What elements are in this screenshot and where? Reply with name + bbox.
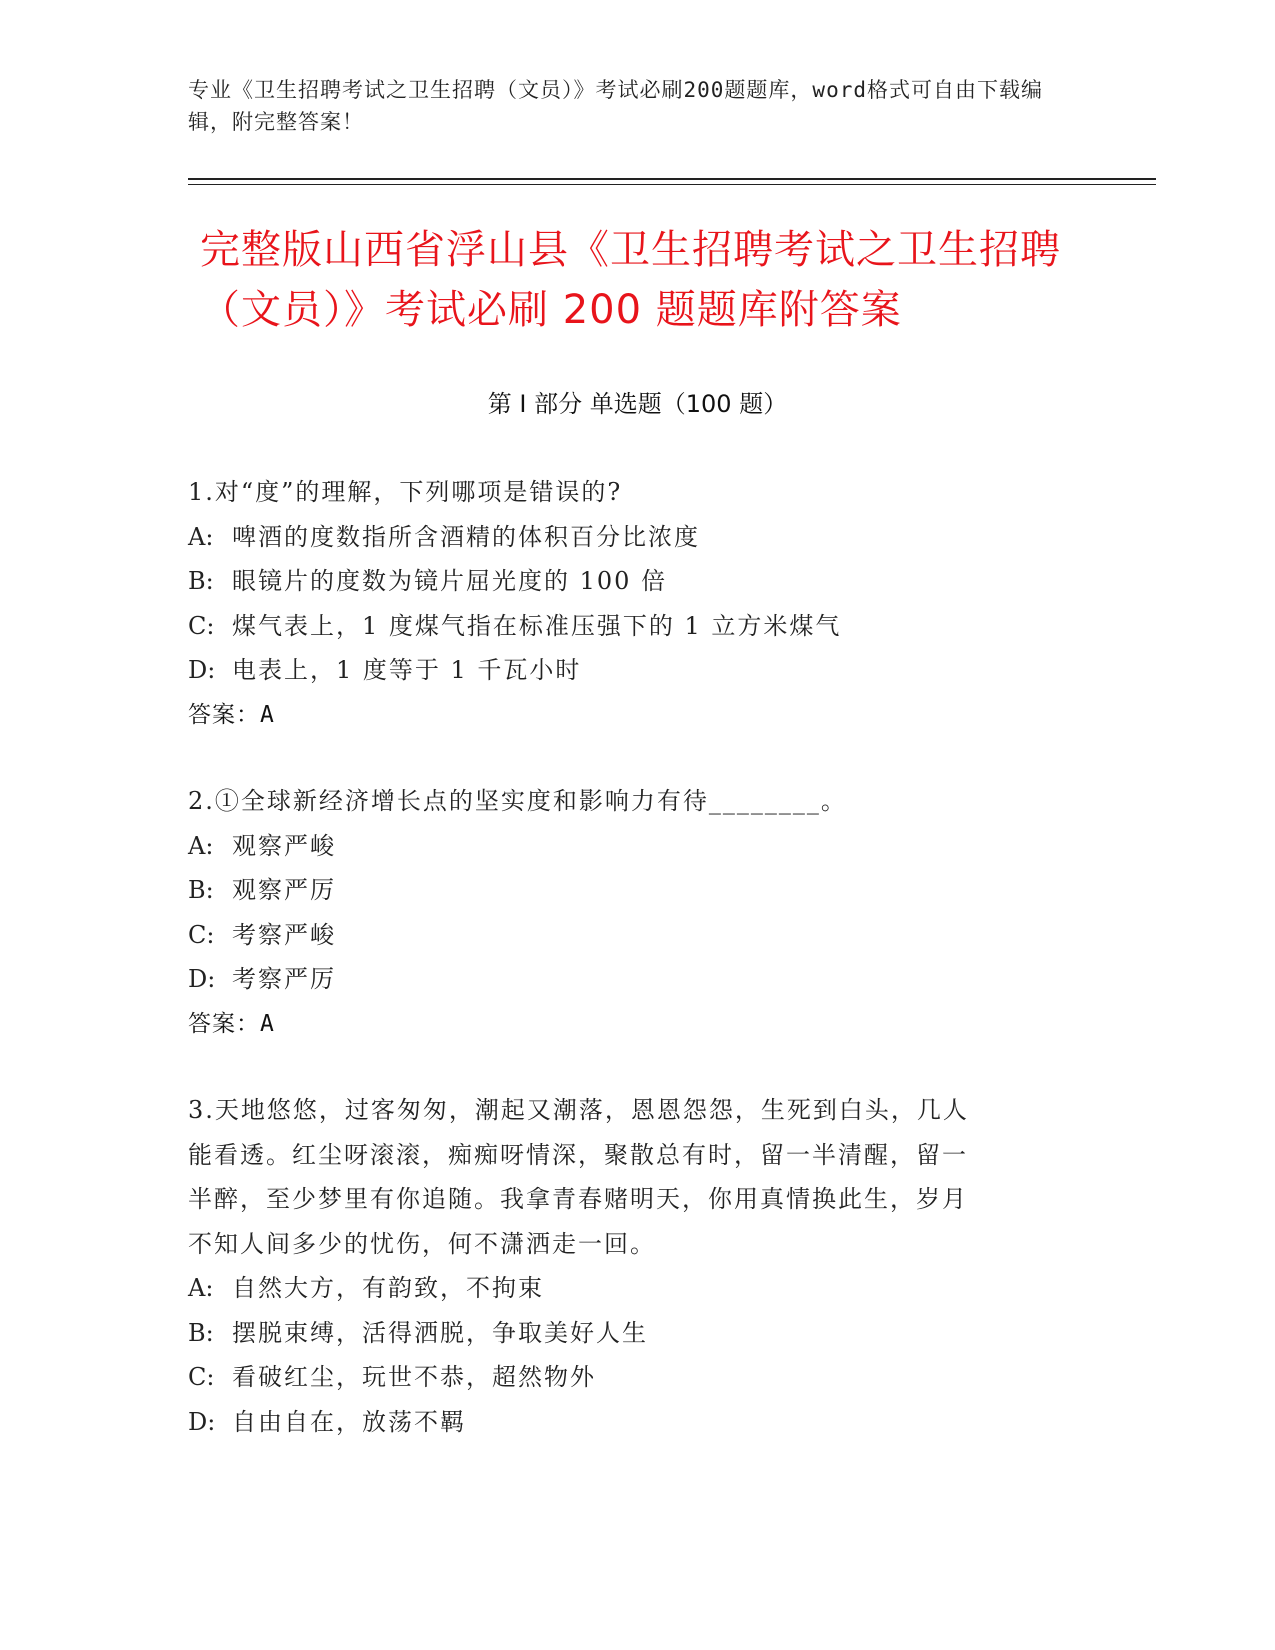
- question-stem: 1.对“度”的理解，下列哪项是错误的?: [188, 478, 623, 506]
- section-heading: 第 I 部分 单选题（100 题）: [487, 390, 788, 418]
- question-stem-line: 半醉，至少梦里有你追随。我拿青春赌明天，你用真情换此生，岁月: [188, 1185, 968, 1213]
- option-letter: D:: [188, 656, 216, 684]
- option-letter: C:: [188, 920, 215, 949]
- option-text: 啤酒的度数指所含酒精的体积百分比浓度: [232, 522, 700, 551]
- option-c: [188, 913, 1058, 958]
- question-stem-line: 不知人间多少的忧伤，何不潇洒走一回。: [188, 1229, 656, 1258]
- option-text: 观察严峻: [232, 831, 336, 860]
- question-3: [188, 1088, 1058, 1444]
- option-text: 看破红尘，玩世不恭，超然物外: [232, 1363, 596, 1391]
- answer-line: 答案：A: [188, 1010, 275, 1037]
- option-a: [188, 1266, 1058, 1311]
- option-text: 电表上，1 度等于 1 千瓦小时: [232, 656, 582, 684]
- option-letter: B:: [188, 1318, 214, 1347]
- question-1: [188, 470, 1058, 737]
- question-list: [188, 470, 1058, 1486]
- option-text: 自由自在，放荡不羁: [232, 1407, 466, 1436]
- header-rule-thin: [188, 184, 1156, 185]
- option-letter: B:: [188, 567, 214, 595]
- option-c: [188, 604, 1058, 649]
- option-letter: C:: [188, 1363, 215, 1391]
- question-2: [188, 779, 1058, 1046]
- option-letter: D:: [188, 1407, 216, 1436]
- option-d: [188, 957, 1058, 1002]
- question-stem-line: 能看透。红尘呀滚滚，痴痴呀情深，聚散总有时，留一半清醒，留一: [188, 1140, 968, 1169]
- option-text: 考察严厉: [232, 965, 336, 993]
- option-letter: D:: [188, 965, 216, 993]
- option-letter: C:: [188, 611, 215, 640]
- option-d: [188, 1400, 1058, 1445]
- option-letter: B:: [188, 876, 214, 904]
- option-text: 摆脱束缚，活得洒脱，争取美好人生: [232, 1318, 648, 1347]
- option-c: [188, 1355, 1058, 1400]
- option-b: [188, 1311, 1058, 1356]
- option-text: 自然大方，有韵致，不拘束: [232, 1274, 544, 1302]
- header-rule-thick: [188, 178, 1156, 180]
- option-text: 观察严厉: [232, 876, 336, 904]
- header-note: 专业《卫生招聘考试之卫生招聘（文员）》考试必刷200题题库，word格式可自由下载编辑，附完整答案！: [188, 78, 1043, 134]
- option-letter: A:: [188, 1274, 214, 1302]
- option-a: [188, 515, 1058, 560]
- option-b: [188, 559, 1058, 604]
- option-a: [188, 824, 1058, 869]
- option-text: 煤气表上，1 度煤气指在标准压强下的 1 立方米煤气: [232, 611, 842, 640]
- option-b: [188, 868, 1058, 913]
- question-stem: 2.①全球新经济增长点的坚实度和影响力有待________。: [188, 787, 847, 815]
- document-title: 完整版山西省浮山县《卫生招聘考试之卫生招聘（文员）》考试必刷 200 题题库附答案: [200, 227, 1061, 333]
- question-stem-line: 3.天地悠悠，过客匆匆，潮起又潮落，恩恩怨怨，生死到白头，几人: [188, 1096, 969, 1124]
- answer-line: 答案：A: [188, 701, 275, 728]
- option-letter: A:: [188, 522, 214, 551]
- option-d: [188, 648, 1058, 693]
- option-letter: A:: [188, 831, 214, 860]
- option-text: 眼镜片的度数为镜片屈光度的 100 倍: [232, 567, 668, 595]
- option-text: 考察严峻: [232, 920, 336, 949]
